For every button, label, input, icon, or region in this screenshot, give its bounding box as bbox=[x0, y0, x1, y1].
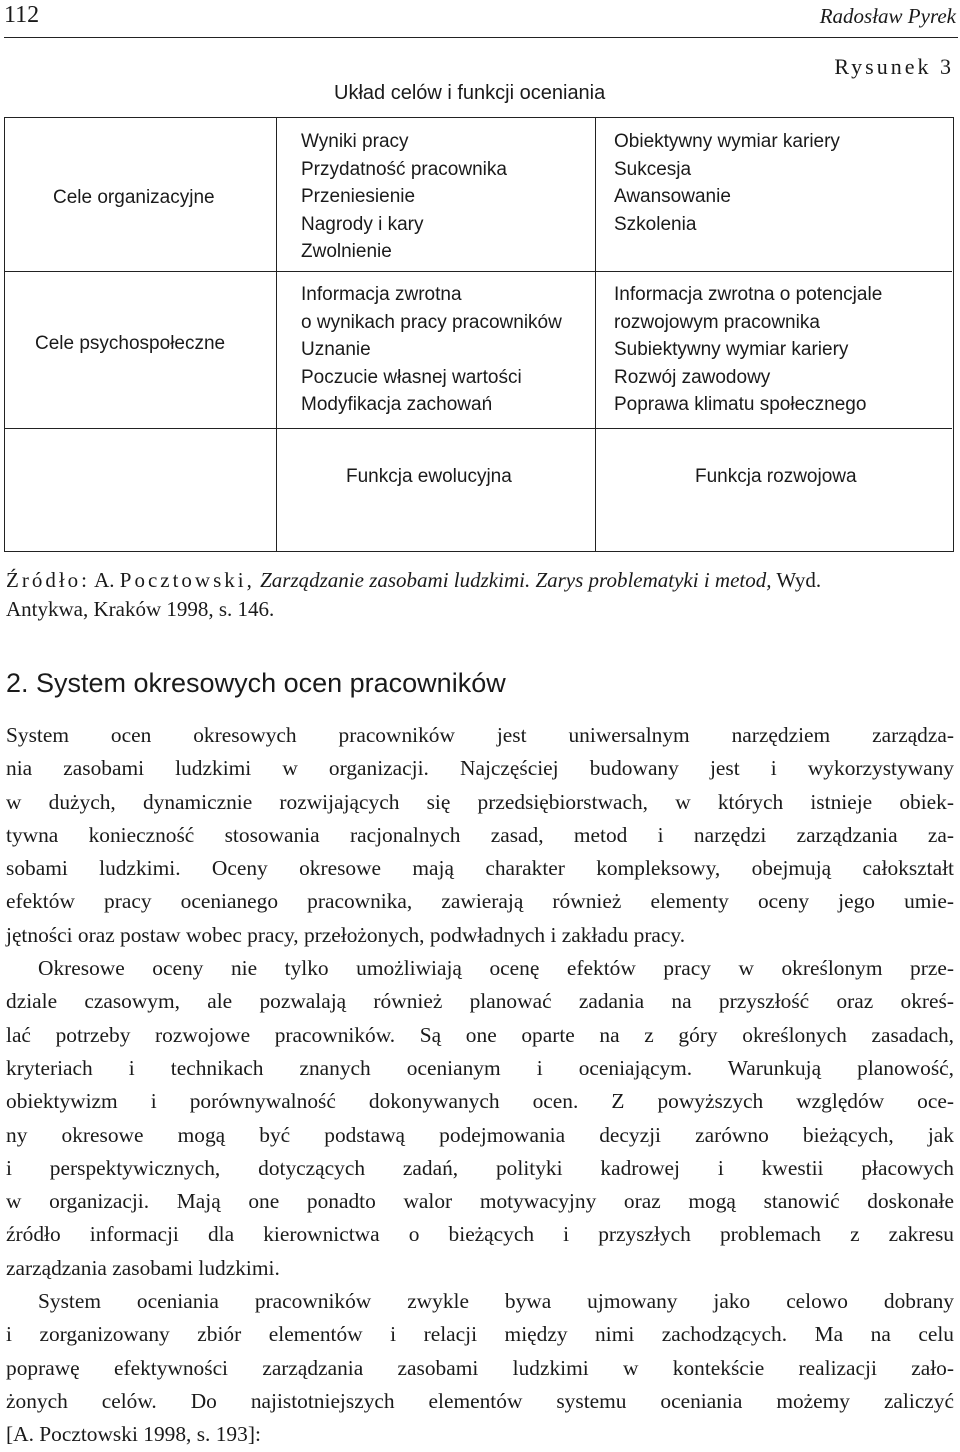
paragraph-line: Okresowe oceny nie tylko umożliwiają ocenę efektów pracy w określonym prze- bbox=[38, 956, 954, 981]
diagram-divider bbox=[595, 118, 596, 551]
cell-left bbox=[301, 128, 507, 266]
cell-line: Przeniesienie bbox=[301, 186, 416, 207]
body-text bbox=[6, 719, 954, 1452]
cell-line: Sukcesja bbox=[614, 158, 692, 180]
cell-line: o wynikach pracy pracowników bbox=[301, 311, 562, 333]
source-rest: Antykwa, Kraków 1998, s. 146. bbox=[6, 597, 275, 621]
figure-title: Układ celów i funkcji oceniania bbox=[334, 82, 606, 104]
paragraph-line: efektów pracy ocenianego pracownika, zawierają również elementy oceny jego umie- bbox=[6, 889, 954, 914]
paragraph-line: lać potrzeby rozwojowe pracowników. Są one oparte na z góry określonych zasadach, bbox=[6, 1022, 954, 1047]
cell-left bbox=[301, 281, 562, 419]
cell-line: Poprawa klimatu społecznego bbox=[614, 394, 867, 415]
cell-line: Awansowanie bbox=[614, 186, 731, 207]
function-evolutionary: Funkcja ewolucyjna bbox=[346, 466, 512, 487]
page-number: 112 bbox=[4, 2, 40, 28]
source-label: Źródło: bbox=[6, 568, 90, 592]
cell-line: Zwolnienie bbox=[301, 241, 392, 262]
cell-line: Modyfikacja zachowań bbox=[301, 394, 493, 415]
source-title: Zarządzanie zasobami ludzkimi. Zarys problematyki i metod, bbox=[260, 568, 772, 592]
function-developmental: Funkcja rozwojowa bbox=[695, 466, 857, 487]
cell-line: Rozwój zawodowy bbox=[614, 366, 771, 388]
paragraph-line: [A. Pocztowski 1998, s. 193]: bbox=[6, 1422, 261, 1447]
paragraph-line: obiektywizm i porównywalność dokonywanych ocen. Z powyższych względów oce- bbox=[6, 1089, 954, 1114]
cell-line: Poczucie własnej wartości bbox=[301, 366, 522, 388]
cell-line: Subiektywny wymiar kariery bbox=[614, 339, 849, 360]
source-publisher: Wyd. bbox=[776, 568, 822, 592]
paragraph-line: zarządzania zasobami ludzkimi. bbox=[6, 1255, 280, 1280]
cell-line: Przydatność pracownika bbox=[301, 158, 507, 180]
cell-line: Szkolenia bbox=[614, 213, 697, 235]
paragraph-line: źródło informacji dla kierownictwa o bieżących i przyszłych problemach z zakresu bbox=[6, 1222, 954, 1247]
cell-line: Informacja zwrotna o potencjale bbox=[614, 284, 883, 305]
paragraph-line: i zorganizowany zbiór elementów i relacji między nimi zachodzących. Ma na celu bbox=[6, 1322, 954, 1347]
paragraph-line: tywna konieczność stosowania racjonalnych zasad, metod i narzędzi zarządzania za- bbox=[6, 822, 954, 847]
cell-line: rozwojowym pracownika bbox=[614, 311, 820, 333]
paragraph-line: i perspektywicznych, dotyczących zadań, polityki kadrowej i kwestii płacowych bbox=[6, 1155, 954, 1180]
paragraph-line: System oceniania pracowników zwykle bywa ujmowany jako celowo dobrany bbox=[38, 1289, 954, 1314]
diagram-divider bbox=[276, 118, 277, 551]
cell-line: Uznanie bbox=[301, 339, 371, 360]
paragraph-line: System ocen okresowych pracowników jest uniwersalnym narzędziem zarządza- bbox=[6, 723, 954, 747]
cell-line: Nagrody i kary bbox=[301, 213, 424, 235]
paragraph-line: nia zasobami ludzkimi w organizacji. Najczęściej budowany jest i wykorzystywany bbox=[6, 756, 954, 781]
figure-label: Rysunek 3 bbox=[834, 54, 954, 79]
cell-right bbox=[614, 128, 840, 238]
diagram-divider bbox=[5, 428, 952, 429]
cell-line: Wyniki pracy bbox=[301, 131, 409, 152]
paragraph-line: dziale czasowym, ale pozwalają również planować zadania na przyszłość oraz okreś- bbox=[6, 989, 954, 1014]
diagram-divider bbox=[5, 271, 952, 272]
cell-line: Obiektywny wymiar kariery bbox=[614, 131, 840, 152]
cell-line: Informacja zwrotna bbox=[301, 284, 462, 305]
paragraph-line: w organizacji. Mają one ponadto walor motywacyjny oraz mogą stanowić doskonałe bbox=[6, 1189, 954, 1214]
cell-right bbox=[614, 281, 882, 419]
paragraph-line: kryteriach i technikach znanych ocenianym i oceniającym. Warunkują planowość, bbox=[6, 1055, 954, 1080]
section-heading: 2. System okresowych ocen pracowników bbox=[6, 668, 506, 698]
figure-diagram bbox=[4, 117, 954, 552]
paragraph-line: sobami ludzkimi. Oceny okresowe mają charakter kompleksowy, obejmują całokształt bbox=[6, 856, 954, 881]
paragraph-line: ny okresowe mogą być podstawą podejmowania decyzji zarówno bieżących, jak bbox=[6, 1122, 954, 1147]
paragraph-line: jętności oraz postaw wobec pracy, przełożonych, podwładnych i zakładu pracy. bbox=[6, 922, 686, 947]
source-author-name: Pocztowski, bbox=[119, 568, 255, 592]
running-head-author: Radosław Pyrek bbox=[819, 4, 956, 28]
header-rule bbox=[4, 37, 958, 38]
figure-source bbox=[6, 566, 954, 624]
paragraph-line: żonych celów. Do najistotniejszych elementów systemu oceniania możemy zaliczyć bbox=[6, 1388, 954, 1413]
row-label: Cele psychospołeczne bbox=[35, 333, 226, 354]
source-author-initial: A. bbox=[94, 568, 115, 592]
row-label: Cele organizacyjne bbox=[53, 187, 215, 208]
paragraph-line: poprawę efektywności zarządzania zasobami ludzkimi w kontekście realizacji zało- bbox=[6, 1355, 954, 1380]
paragraph-line: w dużych, dynamicznie rozwijających się przedsiębiorstwach, w których istnieje obiek- bbox=[6, 789, 954, 814]
